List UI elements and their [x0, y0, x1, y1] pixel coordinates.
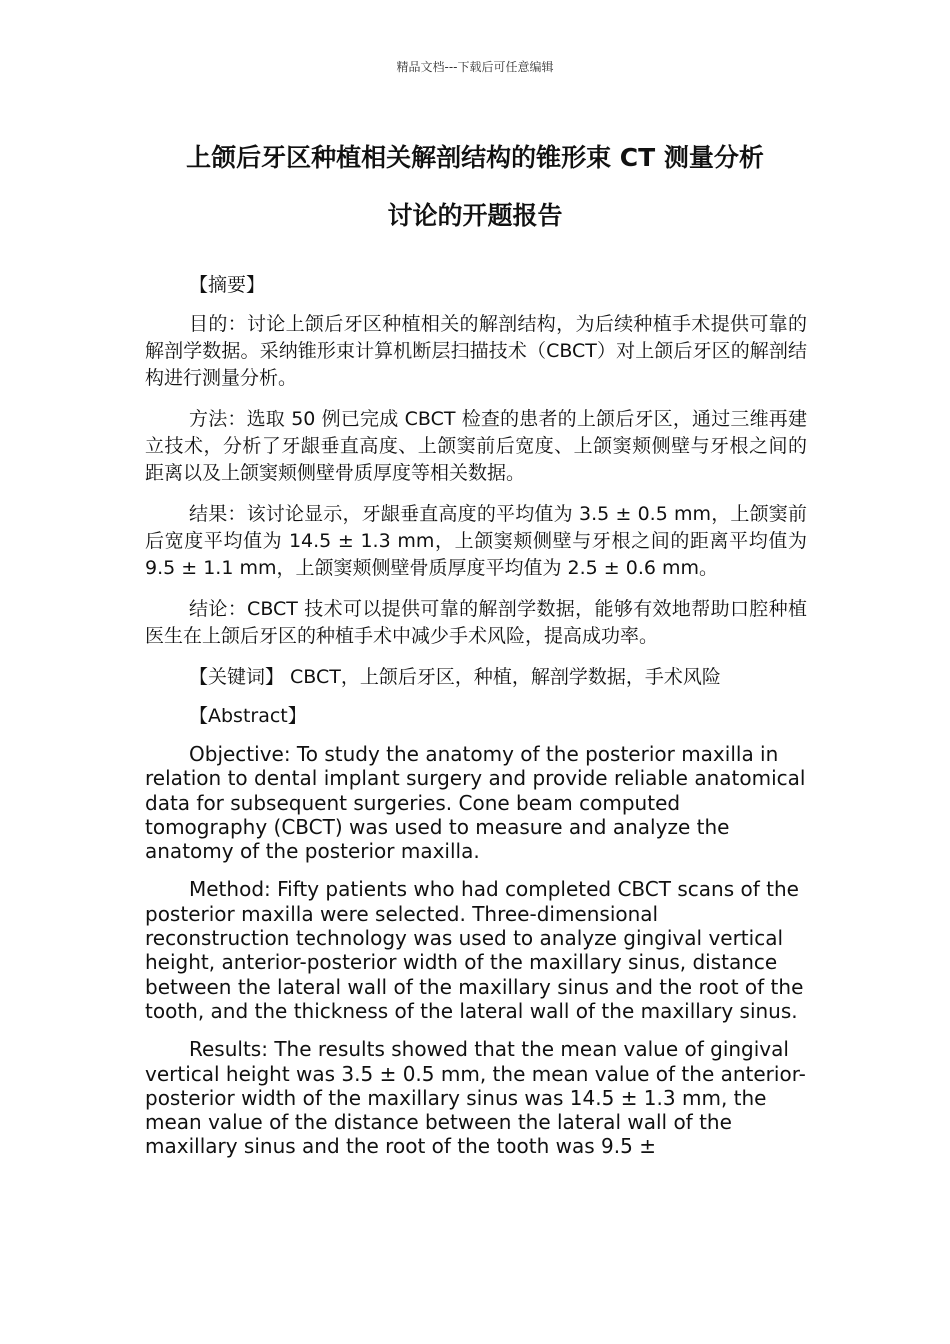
document-title-line-1: 上颌后牙区种植相关解剖结构的锥形束 CT 测量分析 — [186, 143, 764, 172]
results-paragraph-en: Results: The results showed that the mean value of gingival vertical height was 3.5 ± 0.5 mm, the mean value of the anterior-posterior width of the maxillary sinus was 14.5 ± 1.3 mm, the mean value of the distance between the lateral wall of the maxillary sinus and the root of the tooth was 9.5 ± — [145, 1037, 806, 1159]
results-paragraph-zh: 结果：该讨论显示，牙龈垂直高度的平均值为 3.5 ± 0.5 mm，上颌窦前后宽度平均值为 14.5 ± 1.3 mm，上颌窦颊侧壁与牙根之间的距离平均值为 9.5 ± 1.1 mm，上颌窦颊侧壁骨质厚度平均值为 2.5 ± 0.6 mm。 — [145, 503, 807, 579]
conclusion-paragraph-zh: 结论：CBCT 技术可以提供可靠的解剖学数据，能够有效地帮助口腔种植医生在上颌后牙区的种植手术中减少手术风险，提高成功率。 — [145, 598, 807, 647]
method-paragraph-en: Method: Fifty patients who had completed CBCT scans of the posterior maxilla were selected. Three-dimensional reconstruction technology was used to analyze gingival vertical height, anterior-posterior width of the maxillary sinus, distance between the lateral wall of the maxillary sinus and the root of the tooth, and the thickness of the lateral wall of the maxillary sinus. — [145, 877, 804, 1023]
method-paragraph-zh: 方法：选取 50 例已完成 CBCT 检查的患者的上颌后牙区，通过三维再建立技术，分析了牙龈垂直高度、上颌窦前后宽度、上颌窦颊侧壁与牙根之间的距离以及上颌窦颊侧壁骨质厚度等相关数据。 — [145, 408, 807, 484]
page-header: 精品文档---下载后可任意编辑 — [396, 60, 554, 74]
document-title-line-2: 讨论的开题报告 — [387, 201, 563, 230]
objective-paragraph-zh: 目的：讨论上颌后牙区种植相关的解剖结构，为后续种植手术提供可靠的解剖学数据。采纳锥形束计算机断层扫描技术（CBCT）对上颌后牙区的解剖结构进行测量分析。 — [145, 313, 807, 389]
abstract-heading-zh: 【摘要】 — [189, 274, 266, 296]
keywords-paragraph-zh: 【关键词】 CBCT，上颌后牙区，种植，解剖学数据，手术风险 — [189, 666, 721, 688]
abstract-heading-en: 【Abstract】 — [189, 705, 307, 727]
objective-paragraph-en: Objective: To study the anatomy of the posterior maxilla in relation to dental implant surgery and provide reliable anatomical data for subsequent surgeries. Cone beam computed tomography (CBCT) was used to measure and analyze the anatomy of the posterior maxilla. — [145, 742, 806, 864]
document-body — [145, 272, 807, 1173]
